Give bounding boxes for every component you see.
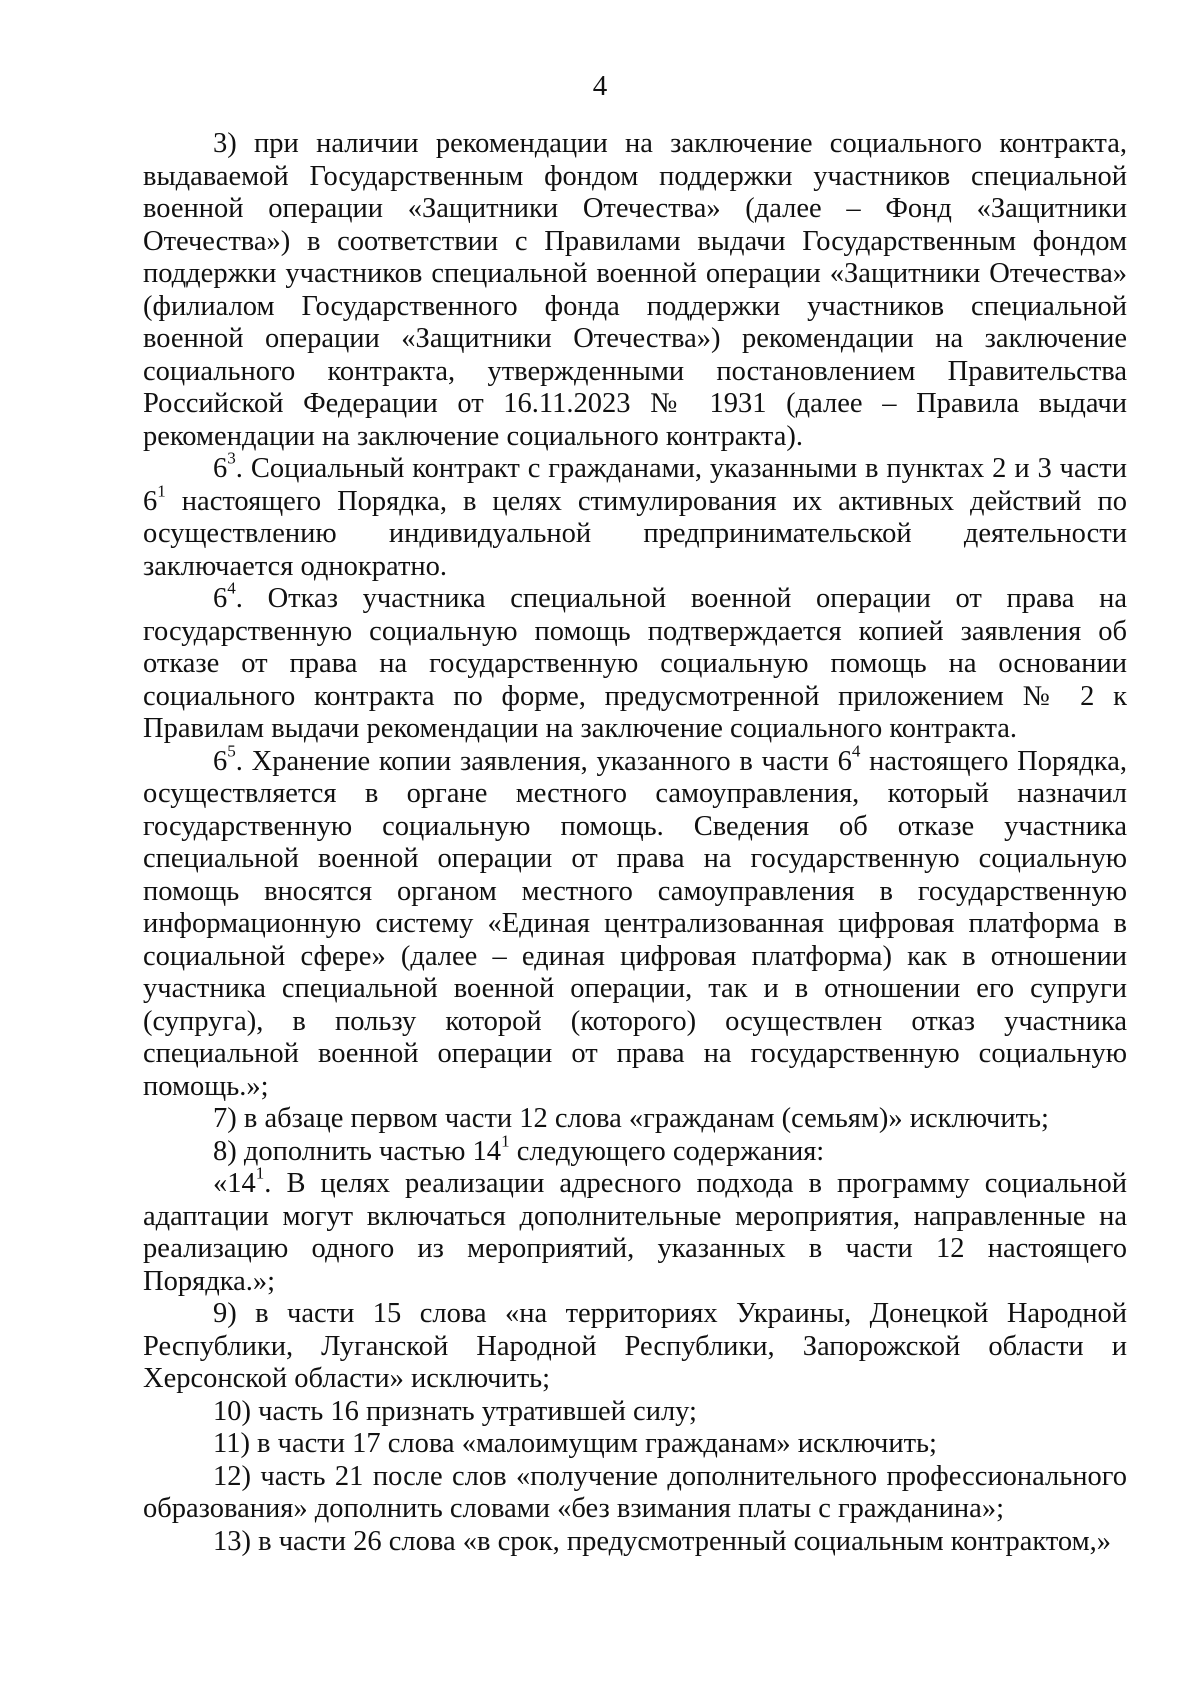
superscript: 1 — [255, 1163, 265, 1183]
superscript: 3 — [227, 448, 236, 468]
document-body — [143, 128, 1127, 1558]
paragraph-text: 12) часть 21 после слов «получение дополнительного профессионального образования» дополнить словами «без взимания платы с гражданина»; — [143, 1460, 1127, 1524]
paragraph-2 — [143, 448, 1127, 583]
superscript: 4 — [851, 740, 861, 760]
paragraph-text: настоящего Порядка, в целях стимулирования их активных действий по осуществлению индивидуальной предпринимательской деятельности заключается однократно. — [143, 485, 1127, 582]
paragraph-text: 7) в абзаце первом части 12 слова «гражданам (семьям)» исключить; — [213, 1103, 1049, 1134]
paragraph-9 — [143, 1396, 1127, 1429]
paragraph-text: «14 — [213, 1168, 256, 1199]
superscript: 1 — [157, 480, 166, 500]
paragraph-text: 3) при наличии рекомендации на заключение социального контракта, выдаваемой Государственным фондом поддержки участников специальной военной операции «Защитники Отечества» (далее – Фонд «Защитники Отечества») в соответствии с Правилами выдачи Государственным фондом поддержки участников специальной военной операции «Защитники Отечества» (филиалом Государственного фонда поддержки участников специальной военной операции «Защитники Отечества») рекомендации на заключение социального контракта, утвержденными постановлением Правительства Российской Федерации от 16.11.2023 № 1931 (далее – Правила выдачи рекомендации на заключение социального контракта). — [143, 128, 1127, 452]
paragraph-text: следующего содержания: — [509, 1135, 825, 1167]
paragraph-text: настоящего Порядка, осуществляется в органе местного самоуправления, который назначил государственную социальную помощь. Сведения об отказе участника специальной военной операции от права на государственную социальную помощь вносятся органом местного самоуправления в государственную информационную систему «Единая централизованная цифровая платформа в социальной сфере» (далее – единая цифровая платформа) как в отношении участника специальной военной операции, так и в отношении его супруги (супруга), в пользу которой (которого) осуществлен отказ участника специальной военной операции от права на государственную социальную помощь.»; — [143, 745, 1127, 1102]
paragraph-8 — [143, 1298, 1127, 1396]
paragraph-10 — [143, 1428, 1127, 1461]
paragraph-text: 6 — [213, 583, 228, 614]
superscript: 5 — [227, 740, 236, 760]
paragraph-1 — [143, 128, 1127, 453]
paragraph-text: . Отказ участника специальной военной операции от права на государственную социальную помощь подтверждается копией заявления об отказе от права на государственную социальную помощь на основании социального контракта по форме, предусмотренной приложением № 2 к Правилам выдачи рекомендации на заключение социального контракта. — [143, 583, 1127, 744]
paragraph-4 — [143, 740, 1127, 1104]
paragraph-text: 10) часть 16 признать утратившей силу; — [213, 1395, 697, 1427]
page-number: 4 — [592, 70, 608, 102]
paragraph-text: . Хранение копии заявления, указанного в части 6 — [235, 745, 852, 777]
paragraph-text: 13) в части 26 слова «в срок, предусмотренный социальным контрактом,» — [213, 1525, 1112, 1557]
paragraph-11 — [143, 1461, 1127, 1526]
superscript: 4 — [227, 578, 236, 598]
paragraph-text: . В целях реализации адресного подхода в программу социальной адаптации могут включаться дополнительные мероприятия, направленные на реализацию одного из мероприятий, указанных в части 12 настоящего Порядка.»; — [143, 1168, 1127, 1297]
paragraph-12 — [143, 1526, 1127, 1559]
paragraph-text: . Социальный контракт с гражданами, указанными в пунктах 2 и 3 части 6 — [143, 453, 1127, 517]
paragraph-text: 9) в части 15 слова «на территориях Украины, Донецкой Народной Республики, Луганской Народной Республики, Запорожской области и Херсонской области» исключить; — [143, 1298, 1127, 1394]
superscript: 1 — [501, 1130, 510, 1150]
paragraph-6 — [143, 1130, 1127, 1169]
paragraph-text: 6 — [213, 745, 228, 777]
paragraph-5 — [143, 1103, 1127, 1136]
paragraph-text: 8) дополнить частью 14 — [213, 1135, 502, 1167]
paragraph-text: 6 — [213, 453, 228, 484]
paragraph-7 — [143, 1163, 1127, 1298]
paragraph-text: 11) в части 17 слова «малоимущим гражданам» исключить; — [213, 1428, 937, 1459]
paragraph-3 — [143, 578, 1127, 746]
